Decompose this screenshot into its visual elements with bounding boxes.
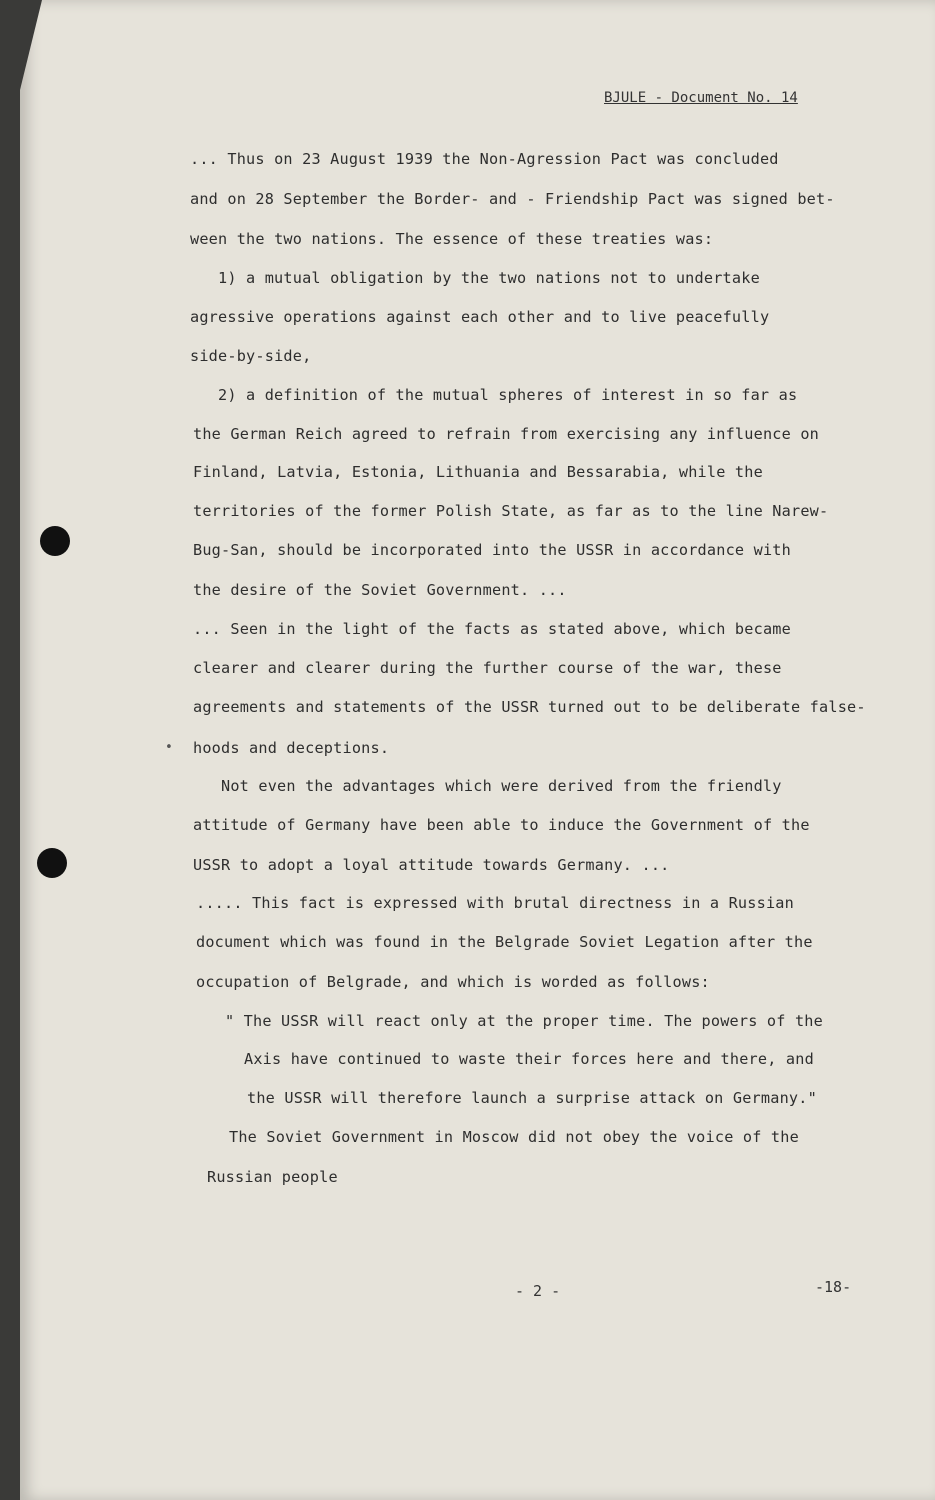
document-page [20,0,935,1500]
body-line-21: document which was found in the Belgrade Soviet Legation after the [196,933,813,951]
body-line-9: Finland, Latvia, Estonia, Lithuania and Bessarabia, while the [193,463,763,481]
quote-line-3: the USSR will therefore launch a surprise attack on Germany." [247,1089,817,1107]
body-line-6: side-by-side, [190,347,312,365]
body-line-5: agressive operations against each other and to live peacefully [190,308,770,326]
body-line-3: ween the two nations. The essence of these treaties was: [190,230,714,248]
page-corner-fold [20,0,42,90]
body-line-20: ..... This fact is expressed with brutal directness in a Russian [196,894,794,912]
body-line-18: attitude of Germany have been able to induce the Government of the [193,816,810,834]
body-line-12: the desire of the Soviet Government. ... [193,581,567,599]
body-line-13: ... Seen in the light of the facts as stated above, which became [193,620,791,638]
folio-number: -18- [815,1278,852,1296]
document-reference: BJULE - Document No. 14 [604,90,798,106]
body-line-19: USSR to adopt a loyal attitude towards Germany. ... [193,856,670,874]
body-line-17: Not even the advantages which were derived from the friendly [221,777,782,795]
body-line-27: Russian people [207,1168,338,1186]
body-line-16: hoods and deceptions. [193,739,390,757]
body-line-4: 1) a mutual obligation by the two nations not to undertake [218,269,760,287]
body-line-10: territories of the former Polish State, as far as to the line Narew- [193,502,829,520]
body-line-22: occupation of Belgrade, and which is worded as follows: [196,973,710,991]
body-line-15: agreements and statements of the USSR turned out to be deliberate false- [193,698,866,716]
body-line-8: the German Reich agreed to refrain from exercising any influence on [193,425,820,443]
punch-hole-icon [40,526,70,556]
body-line-14: clearer and clearer during the further course of the war, these [193,659,782,677]
quote-line-2: Axis have continued to waste their forces here and there, and [244,1050,814,1068]
body-line-7: 2) a definition of the mutual spheres of interest in so far as [218,386,798,404]
body-line-2: and on 28 September the Border- and - Friendship Pact was signed bet- [190,190,835,208]
stray-mark: • [165,740,173,755]
body-line-11: Bug-San, should be incorporated into the USSR in accordance with [193,541,791,559]
body-line-1: ... Thus on 23 August 1939 the Non-Agression Pact was concluded [190,150,779,168]
body-line-26: The Soviet Government in Moscow did not obey the voice of the [229,1128,799,1146]
page-number: - 2 - [515,1282,561,1300]
punch-hole-icon [37,848,67,878]
quote-line-1: " The USSR will react only at the proper time. The powers of the [225,1012,823,1030]
